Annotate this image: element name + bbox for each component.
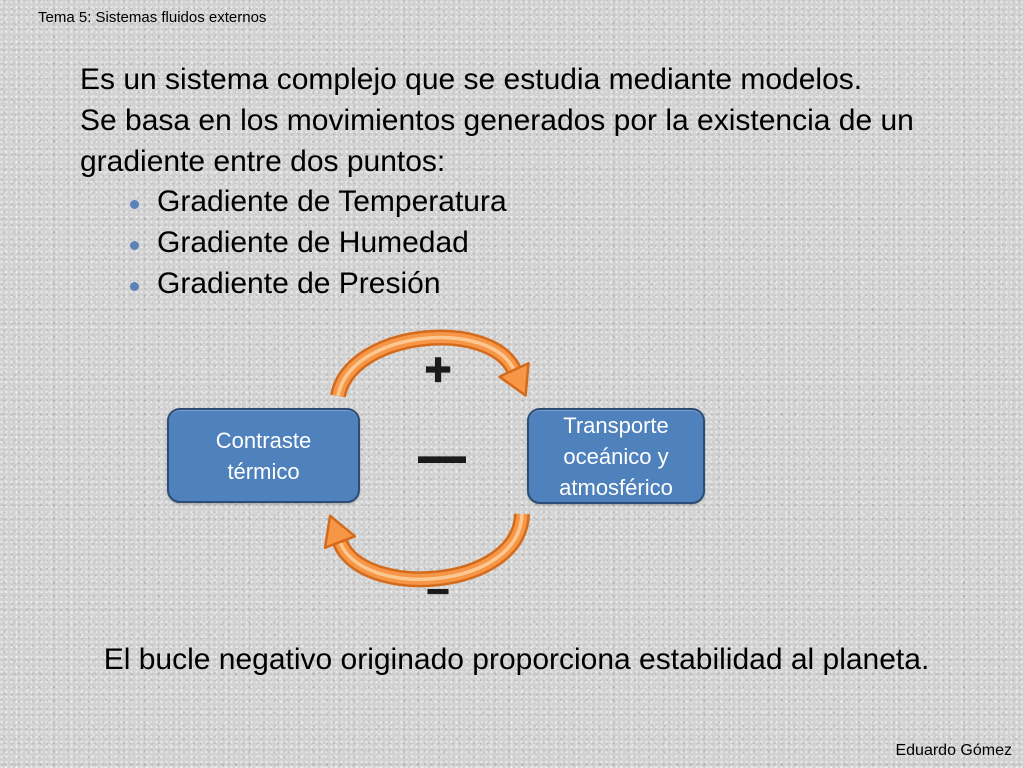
conclusion-text: El bucle negativo originado proporciona estabilidad al planeta. (103, 643, 930, 676)
center-minus-sign: — (419, 430, 465, 482)
node-label-line: atmosférico (559, 474, 673, 500)
bottom-minus-sign: – (426, 567, 450, 611)
node-label-line: Contraste (215, 427, 312, 453)
author-footer: Eduardo Gómez (895, 742, 1012, 759)
slide-topic-header: Tema 5: Sistemas fluidos externos (38, 9, 267, 26)
node-thermal-contrast (167, 408, 360, 503)
intro-line: gradiente entre dos puntos: (80, 144, 446, 178)
bullet-label: Gradiente de Humedad (157, 226, 469, 260)
bottom-loop-arrow (325, 514, 522, 579)
node-label-line: Transporte (563, 412, 669, 438)
bottom-arrow-head (325, 516, 355, 548)
intro-line: Se basa en los movimientos generados por la existencia de un (80, 103, 914, 137)
bullet-label: Gradiente de Presión (157, 266, 441, 300)
node-label-line: oceánico y (563, 443, 669, 469)
node-label-line: térmico (227, 458, 300, 484)
node-ocean-atmosphere-transport (527, 408, 705, 504)
plus-sign: + (424, 343, 452, 395)
bullet-label: Gradiente de Temperatura (157, 185, 507, 219)
intro-line: Es un sistema complejo que se estudia mediante modelos. (80, 63, 863, 96)
